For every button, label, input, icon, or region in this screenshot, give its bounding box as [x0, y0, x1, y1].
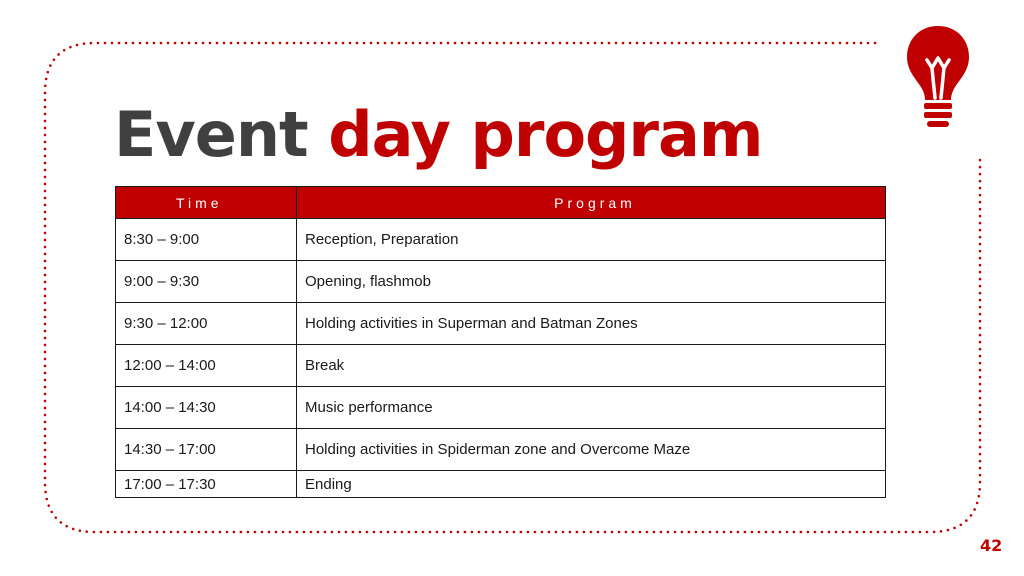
time-cell: 12:00 – 14:00	[116, 345, 297, 387]
program-cell: Ending	[297, 471, 886, 498]
table-row	[116, 345, 886, 387]
program-cell: Reception, Preparation	[297, 219, 886, 261]
table-header-row	[116, 187, 886, 219]
title-words-day-program: day program	[328, 98, 763, 171]
program-cell: Holding activities in Superman and Batman Zones	[297, 303, 886, 345]
page-number: 42	[980, 536, 1003, 555]
page-title	[114, 98, 762, 172]
header-time: Time	[116, 187, 297, 219]
time-cell: 17:00 – 17:30	[116, 471, 297, 498]
time-cell: 9:00 – 9:30	[116, 261, 297, 303]
light-bulb-icon	[905, 24, 971, 128]
table-row	[116, 387, 886, 429]
table-row	[116, 471, 886, 498]
time-cell: 14:30 – 17:00	[116, 429, 297, 471]
program-cell: Music performance	[297, 387, 886, 429]
title-word-event: Event	[114, 98, 308, 171]
program-table	[115, 186, 886, 498]
program-cell: Holding activities in Spiderman zone and Overcome Maze	[297, 429, 886, 471]
program-cell: Opening, flashmob	[297, 261, 886, 303]
table-row	[116, 219, 886, 261]
table-row	[116, 303, 886, 345]
program-cell: Break	[297, 345, 886, 387]
time-cell: 8:30 – 9:00	[116, 219, 297, 261]
table-row	[116, 429, 886, 471]
time-cell: 14:00 – 14:30	[116, 387, 297, 429]
header-program: Program	[297, 187, 886, 219]
time-cell: 9:30 – 12:00	[116, 303, 297, 345]
table-row	[116, 261, 886, 303]
